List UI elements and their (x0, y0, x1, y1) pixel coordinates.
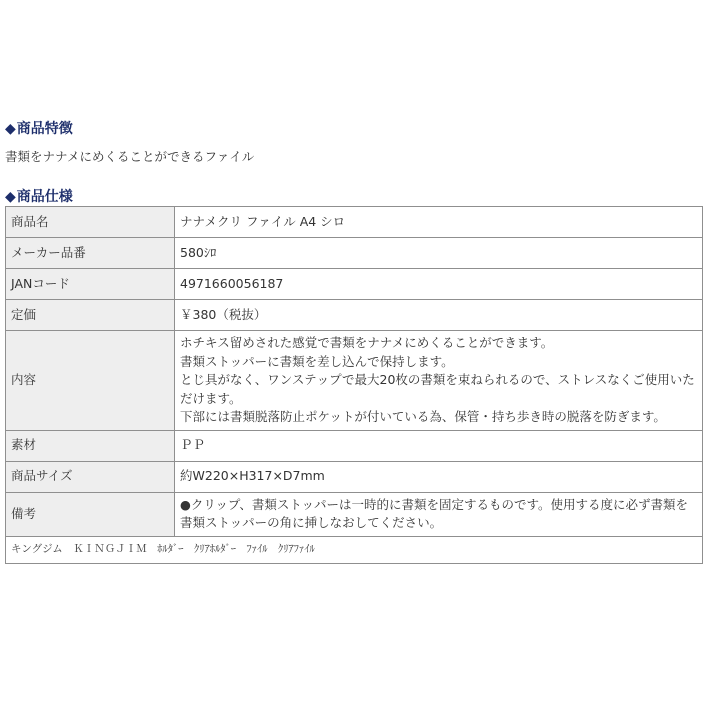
diamond-icon: ◆ (5, 121, 16, 137)
spec-table (5, 206, 703, 564)
table-row (6, 300, 703, 331)
table-row (6, 207, 703, 238)
maker-number-value: 580ｼﾛ (175, 238, 703, 269)
row-label: 備考 (6, 492, 175, 536)
spec-heading (5, 188, 73, 206)
row-label: 素材 (6, 430, 175, 461)
tags-row (6, 536, 703, 563)
features-heading (5, 120, 73, 138)
features-description: 書類をナナメにめくることができるファイル (5, 149, 255, 164)
contents-value (175, 331, 703, 431)
contents-line: ホチキス留めされた感覚で書類をナナメにめくることができます。 (180, 335, 554, 350)
row-label: 定価 (6, 300, 175, 331)
contents-line: 書類ストッパーに書類を差し込んで保持します。 (180, 353, 454, 369)
material-value: ＰＰ (175, 430, 703, 461)
tags-text: キングジム ＫＩＮＧＪＩＭ ﾎﾙﾀﾞｰ ｸﾘｱﾎﾙﾀﾞｰ ﾌｧｲﾙ ｸﾘｱﾌｧｲﾙ (6, 536, 703, 563)
price-value: ￥380（税抜） (175, 300, 703, 331)
contents-line: 下部には書類脱落防止ポケットが付いている為、保管・持ち歩き時の脱落を防ぎます。 (180, 409, 666, 424)
row-label: 商品名 (6, 207, 175, 238)
features-heading-text: 商品特徴 (16, 121, 73, 137)
table-row (6, 461, 703, 492)
row-label: 商品サイズ (6, 461, 175, 492)
jan-code-value: 4971660056187 (175, 269, 703, 300)
product-name-value: ナナメクリ ファイル A4 シロ (175, 207, 703, 238)
diamond-icon: ◆ (5, 189, 16, 205)
size-value: 約W220×H317×D7mm (175, 461, 703, 492)
row-label: JANコード (6, 269, 175, 300)
table-row (6, 331, 703, 431)
table-row (6, 492, 703, 536)
table-row (6, 430, 703, 461)
row-label: メーカー品番 (6, 238, 175, 269)
row-label: 内容 (6, 331, 175, 431)
spec-heading-text: 商品仕様 (16, 189, 73, 205)
notes-value: ●クリップ、書類ストッパーは一時的に書類を固定するものです。使用する度に必ず書類を書類ストッパーの角に挿しなおしてください。 (175, 492, 703, 536)
contents-line: とじ具がなく、ワンステップで最大20枚の書類を束ねられるので、ストレスなくご使用いただけます。 (180, 372, 695, 406)
table-row (6, 238, 703, 269)
table-row (6, 269, 703, 300)
